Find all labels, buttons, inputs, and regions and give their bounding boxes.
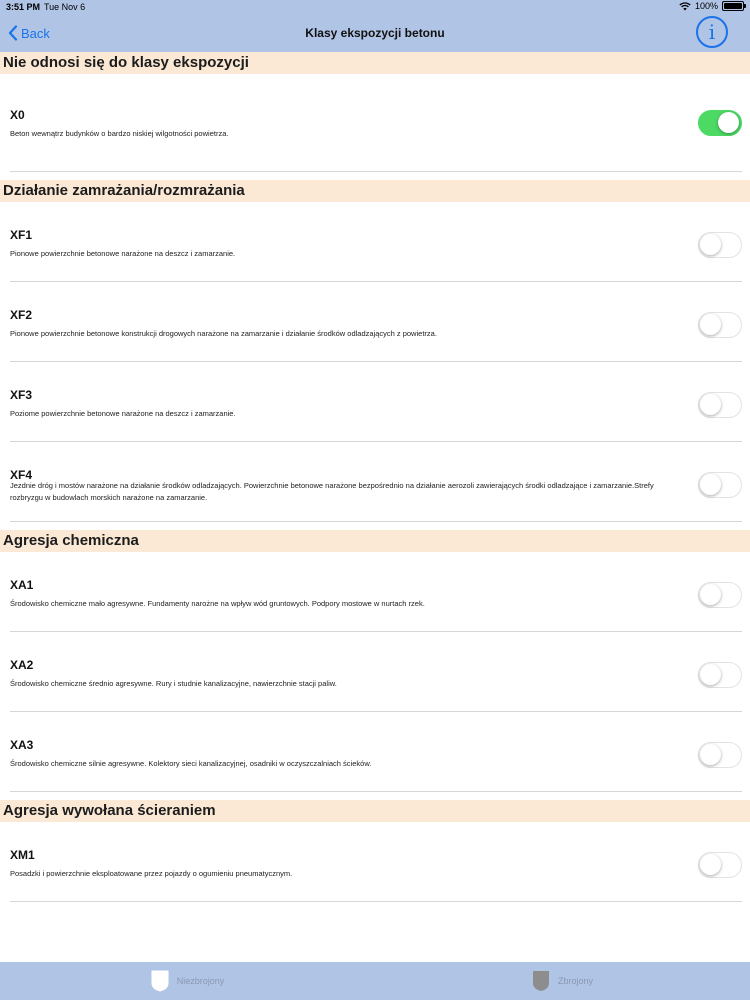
info-button[interactable]	[696, 16, 728, 48]
toggle-switch[interactable]	[698, 582, 742, 608]
section-spacer	[0, 792, 750, 800]
list-item	[0, 822, 750, 902]
tab-label: Niezbrojony	[176, 976, 225, 986]
wifi-icon	[679, 2, 691, 11]
class-description: Jezdnie dróg i mostów narażone na działanie środków odladzających. Powierzchnie betonowe narażone bezpośrednio na działanie aerozoli zawierających środki odladzające i zamarzanie.Strefy rozbryzgu w budowlach morskich narażone na zamarzanie.	[10, 481, 654, 502]
status-date: Tue Nov 6	[44, 2, 86, 12]
section-header: Agresja chemiczna	[0, 530, 750, 552]
page-title: Klasy ekspozycji betonu	[305, 26, 445, 40]
toggle-switch[interactable]	[698, 662, 742, 688]
toggle-knob	[700, 584, 721, 605]
list-item	[0, 74, 750, 172]
class-code: XF2	[10, 308, 33, 322]
toggle-switch[interactable]	[698, 472, 742, 498]
list-item	[0, 362, 750, 442]
battery-percent: 100%	[694, 1, 718, 11]
class-description: Pionowe powierzchnie betonowe konstrukcji drogowych narażone na zamarzanie i działanie środków odladzających z powietrza.	[10, 329, 437, 338]
class-code: XA2	[10, 658, 34, 672]
toggle-knob	[700, 664, 721, 685]
toggle-knob	[718, 112, 739, 133]
class-description: Pionowe powierzchnie betonowe narażone na deszcz i zamarzanie.	[10, 249, 236, 258]
class-description: Beton wewnątrz budynków o bardzo niskiej wilgotności powietrza.	[10, 129, 229, 138]
section-header: Agresja wywołana ścieraniem	[0, 800, 750, 822]
battery-icon	[722, 1, 744, 11]
section-spacer	[0, 522, 750, 530]
toggle-switch[interactable]	[698, 232, 742, 258]
shield-outline-icon	[151, 970, 169, 992]
status-time: 3:51 PM	[6, 2, 41, 12]
toggle-switch[interactable]	[698, 392, 742, 418]
list-item	[0, 712, 750, 792]
class-description: Środowisko chemiczne mało agresywne. Fundamenty narożne na wpływ wód gruntowych. Podpory mostowe w nurtach rzek.	[10, 599, 425, 608]
toggle-knob	[700, 314, 721, 335]
toggle-switch[interactable]	[698, 110, 742, 136]
section-spacer	[0, 172, 750, 180]
list-item	[0, 202, 750, 282]
section-header: Nie odnosi się do klasy ekspozycji	[0, 52, 750, 74]
toggle-switch[interactable]	[698, 312, 742, 338]
class-code: XA1	[10, 578, 34, 592]
exposure-class-list	[0, 52, 750, 962]
tab-zbrojony[interactable]	[375, 962, 750, 1000]
class-code: XM1	[10, 848, 35, 862]
info-icon: i	[708, 20, 716, 44]
status-right	[679, 1, 744, 11]
tab-niezbrojony[interactable]	[0, 962, 375, 1000]
class-code: X0	[10, 108, 25, 122]
status-bar	[0, 0, 750, 14]
toggle-knob	[700, 234, 721, 255]
class-description: Środowisko chemiczne średnio agresywne. Rury i studnie kanalizacyjne, nawierzchnie stacji paliw.	[10, 679, 337, 688]
toggle-switch[interactable]	[698, 742, 742, 768]
row-divider	[10, 171, 742, 172]
class-description: Środowisko chemiczne silnie agresywne. Kolektory sieci kanalizacyjnej, osadniki w oczyszczalniach ścieków.	[10, 759, 372, 768]
toggle-knob	[700, 854, 721, 875]
class-description: Poziome powierzchnie betonowe narażone na deszcz i zamarzanie.	[10, 409, 236, 418]
tab-bar	[0, 962, 750, 1000]
back-label: Back	[21, 25, 50, 41]
class-description: Posadzki i powierzchnie eksploatowane przez pojazdy o ogumieniu pneumatycznym.	[10, 869, 293, 878]
toggle-knob	[700, 744, 721, 765]
toggle-switch[interactable]	[698, 852, 742, 878]
toggle-knob	[700, 394, 721, 415]
class-code: XA3	[10, 738, 34, 752]
class-code: XF1	[10, 228, 33, 242]
row-divider	[10, 521, 742, 522]
row-divider	[10, 901, 742, 902]
list-item	[0, 282, 750, 362]
shield-filled-icon	[532, 970, 550, 992]
tab-label: Zbrojony	[557, 976, 593, 986]
class-code: XF3	[10, 388, 33, 402]
toggle-knob	[700, 474, 721, 495]
list-item	[0, 552, 750, 632]
list-item	[0, 442, 750, 522]
row-divider	[10, 791, 742, 792]
class-code: XF4	[10, 468, 33, 482]
top-bar	[0, 0, 750, 52]
list-item	[0, 632, 750, 712]
section-header: Działanie zamrażania/rozmrażania	[0, 180, 750, 202]
